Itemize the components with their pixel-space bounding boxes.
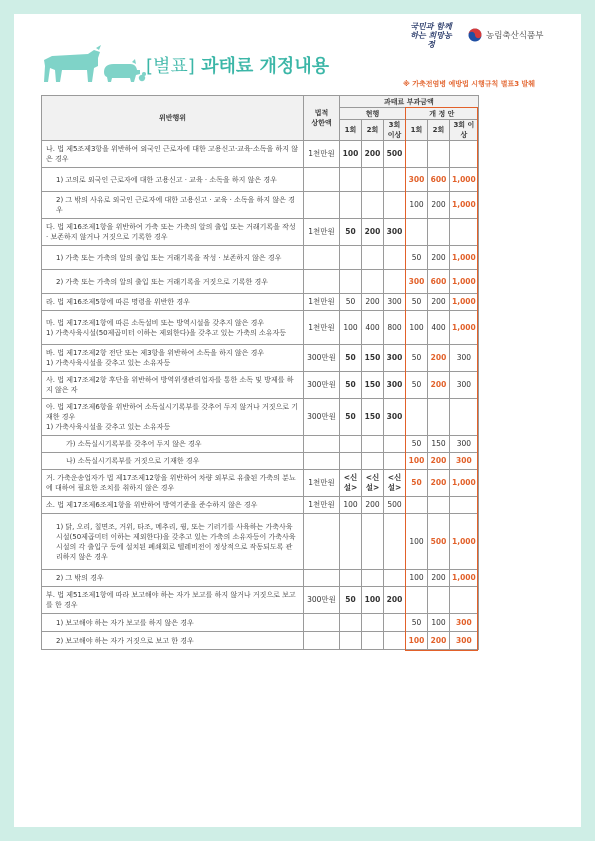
violation-cell: 바. 법 제17조제2항 전단 또는 제3항을 위반하여 소독을 하지 않은 경우 1) 가축사육시설을 갖추고 있는 소유자등 — [42, 345, 304, 372]
table-row — [42, 514, 479, 570]
proposed-fine-cell — [428, 399, 450, 436]
proposed-fine-cell — [450, 141, 479, 168]
proposed-fine-cell: 100 — [406, 514, 428, 570]
table-row — [42, 141, 479, 168]
proposed-fine-cell: 400 — [428, 311, 450, 345]
proposed-fine-cell — [450, 399, 479, 436]
proposed-fine-cell: 1,000 — [450, 270, 479, 294]
table-row — [42, 436, 479, 453]
legal-max-cell — [304, 453, 340, 470]
header-current: 현행 — [340, 108, 406, 120]
violation-cell: 1) 고의로 외국인 근로자에 대한 고용신고 · 교육 · 소독을 하지 않은 경우 — [42, 168, 304, 192]
table-row — [42, 246, 479, 270]
header-proposed-1: 1회 — [406, 120, 428, 141]
table-row — [42, 570, 479, 587]
proposed-fine-cell: 200 — [428, 470, 450, 497]
proposed-fine-cell: 200 — [428, 192, 450, 219]
proposed-fine-cell: 1,000 — [450, 570, 479, 587]
legal-max-cell — [304, 570, 340, 587]
proposed-fine-cell — [428, 219, 450, 246]
header-current-3: 3회 이상 — [384, 120, 406, 141]
current-fine-cell: 100 — [340, 497, 362, 514]
table-row — [42, 497, 479, 514]
current-fine-cell — [340, 436, 362, 453]
proposed-fine-cell: 300 — [406, 168, 428, 192]
current-fine-cell: 400 — [362, 311, 384, 345]
proposed-fine-cell: 100 — [406, 311, 428, 345]
proposed-fine-cell: 200 — [428, 570, 450, 587]
current-fine-cell: 300 — [384, 372, 406, 399]
current-fine-cell — [384, 570, 406, 587]
proposed-fine-cell — [428, 497, 450, 514]
proposed-fine-cell: 50 — [406, 294, 428, 311]
title-text: 과태료 개정내용 — [201, 56, 330, 77]
current-fine-cell — [362, 453, 384, 470]
table-header — [42, 96, 479, 141]
proposed-fine-cell: 300 — [450, 372, 479, 399]
proposed-fine-cell — [428, 587, 450, 614]
table-body — [42, 141, 479, 650]
table-row — [42, 453, 479, 470]
current-fine-cell: 50 — [340, 345, 362, 372]
legal-max-cell — [304, 192, 340, 219]
proposed-fine-cell — [406, 399, 428, 436]
current-fine-cell — [362, 192, 384, 219]
proposed-fine-cell: 1,000 — [450, 294, 479, 311]
slogan-logo: 국민과 함께하는 희망농정 — [410, 22, 452, 49]
current-fine-cell — [384, 514, 406, 570]
proposed-fine-cell: 100 — [406, 570, 428, 587]
violation-cell: 소. 법 제17조제6조제1항을 위반하여 방역기준을 준수하지 않은 경우 — [42, 497, 304, 514]
current-fine-cell: <신설> — [340, 470, 362, 497]
table-row — [42, 470, 479, 497]
header-fine-amount: 과태료 부과금액 — [340, 96, 479, 108]
current-fine-cell: 50 — [340, 294, 362, 311]
legal-max-cell: 300만원 — [304, 345, 340, 372]
page-title — [146, 52, 329, 78]
proposed-fine-cell: 300 — [450, 614, 479, 632]
current-fine-cell: <신설> — [384, 470, 406, 497]
header-violation: 위반행위 — [42, 96, 304, 141]
current-fine-cell — [384, 192, 406, 219]
current-fine-cell: 50 — [340, 587, 362, 614]
taegeuk-emblem-icon — [468, 28, 482, 42]
header-legal-max — [304, 96, 340, 141]
table-row — [42, 614, 479, 632]
current-fine-cell — [384, 168, 406, 192]
header-legal-max-line2: 상한액 — [311, 119, 332, 127]
proposed-fine-cell: 600 — [428, 270, 450, 294]
proposed-fine-cell: 1,000 — [450, 168, 479, 192]
legal-max-cell — [304, 514, 340, 570]
proposed-fine-cell: 500 — [428, 514, 450, 570]
current-fine-cell: 150 — [362, 372, 384, 399]
current-fine-cell — [384, 436, 406, 453]
proposed-fine-cell: 50 — [406, 436, 428, 453]
legal-max-cell — [304, 168, 340, 192]
current-fine-cell: 800 — [384, 311, 406, 345]
violation-cell: 부. 법 제51조제1항에 따라 보고해야 하는 자가 보고를 하지 않거나 거짓으로 보고를 한 경우 — [42, 587, 304, 614]
current-fine-cell — [340, 453, 362, 470]
current-fine-cell: 150 — [362, 345, 384, 372]
proposed-fine-cell: 300 — [450, 436, 479, 453]
table-row — [42, 587, 479, 614]
document-page — [14, 14, 581, 827]
violation-cell: 2) 그 밖의 경우 — [42, 570, 304, 587]
current-fine-cell — [340, 270, 362, 294]
proposed-fine-cell: 100 — [406, 632, 428, 650]
legal-max-cell: 1천만원 — [304, 497, 340, 514]
proposed-fine-cell: 200 — [428, 453, 450, 470]
source-note: ※ 가축전염병 예방법 시행규칙 별표3 발췌 — [403, 80, 536, 88]
proposed-fine-cell: 50 — [406, 470, 428, 497]
proposed-fine-cell: 1,000 — [450, 246, 479, 270]
current-fine-cell — [340, 246, 362, 270]
violation-cell: 마. 법 제17조제1항에 따른 소독설비 또는 방역시설을 갖추지 않은 경우 1) 가축사육시설(50제곱미터 이하는 제외한다)을 갖추고 있는 가축의 소유자등 — [42, 311, 304, 345]
proposed-fine-cell: 50 — [406, 372, 428, 399]
current-fine-cell: 200 — [362, 219, 384, 246]
current-fine-cell — [362, 168, 384, 192]
current-fine-cell — [340, 514, 362, 570]
current-fine-cell — [384, 270, 406, 294]
violation-cell: 거. 가축운송업자가 법 제17조제12항을 위반하여 차량 외부로 유출된 가축의 분뇨에 대하여 필요한 조치를 취하지 않은 경우 — [42, 470, 304, 497]
current-fine-cell — [384, 246, 406, 270]
current-fine-cell: 300 — [384, 345, 406, 372]
proposed-fine-cell: 200 — [428, 294, 450, 311]
proposed-fine-cell: 1,000 — [450, 192, 479, 219]
table-row — [42, 192, 479, 219]
legal-max-cell — [304, 632, 340, 650]
current-fine-cell: 300 — [384, 399, 406, 436]
current-fine-cell — [340, 614, 362, 632]
proposed-fine-cell: 200 — [428, 345, 450, 372]
header — [14, 14, 581, 94]
violation-cell: 2) 보고해야 하는 자가 거짓으로 보고 한 경우 — [42, 632, 304, 650]
proposed-fine-cell — [428, 141, 450, 168]
current-fine-cell — [362, 632, 384, 650]
legal-max-cell: 300만원 — [304, 399, 340, 436]
violation-cell: 나. 법 제5조제3항을 위반하여 외국인 근로자에 대한 고용신고·교육·소독을 하지 않은 경우 — [42, 141, 304, 168]
current-fine-cell — [362, 246, 384, 270]
current-fine-cell: 300 — [384, 294, 406, 311]
legal-max-cell: 1천만원 — [304, 470, 340, 497]
table-row — [42, 311, 479, 345]
ministry-name: 농림축산식품부 — [486, 31, 544, 41]
table-row — [42, 345, 479, 372]
proposed-fine-cell: 1,000 — [450, 514, 479, 570]
proposed-fine-cell — [406, 219, 428, 246]
table-row — [42, 372, 479, 399]
current-fine-cell: 200 — [362, 294, 384, 311]
proposed-fine-cell: 50 — [406, 345, 428, 372]
current-fine-cell — [340, 168, 362, 192]
proposed-fine-cell: 100 — [406, 453, 428, 470]
current-fine-cell: 300 — [384, 219, 406, 246]
current-fine-cell — [384, 453, 406, 470]
current-fine-cell: 200 — [362, 141, 384, 168]
current-fine-cell: 500 — [384, 141, 406, 168]
legal-max-cell: 1천만원 — [304, 311, 340, 345]
violation-cell: 다. 법 제16조제1항을 위반하여 가축 또는 가축의 알의 출입 또는 거래기록을 작성 · 보존하지 않거나 거짓으로 기록한 경우 — [42, 219, 304, 246]
proposed-fine-cell: 300 — [450, 453, 479, 470]
proposed-fine-cell: 150 — [428, 436, 450, 453]
legal-max-cell: 300만원 — [304, 372, 340, 399]
proposed-fine-cell — [406, 587, 428, 614]
legal-max-cell — [304, 246, 340, 270]
current-fine-cell — [340, 192, 362, 219]
current-fine-cell: 100 — [340, 141, 362, 168]
current-fine-cell — [362, 514, 384, 570]
table-row — [42, 399, 479, 436]
violation-cell: 사. 법 제17조제2항 후단을 위반하여 방역위생관리업자를 통한 소독 및 방제를 하지 않은 자 — [42, 372, 304, 399]
proposed-fine-cell: 200 — [428, 246, 450, 270]
current-fine-cell: 50 — [340, 372, 362, 399]
proposed-fine-cell — [406, 141, 428, 168]
proposed-fine-cell: 50 — [406, 246, 428, 270]
proposed-fine-cell: 300 — [406, 270, 428, 294]
title-bracket: [별표] — [146, 56, 195, 77]
legal-max-cell — [304, 436, 340, 453]
legal-max-cell: 1천만원 — [304, 141, 340, 168]
violation-cell: 1) 보고해야 하는 자가 보고를 하지 않은 경우 — [42, 614, 304, 632]
proposed-fine-cell — [450, 219, 479, 246]
legal-max-cell — [304, 270, 340, 294]
livestock-illustration-icon — [38, 42, 148, 88]
legal-max-cell: 1천만원 — [304, 219, 340, 246]
proposed-fine-cell: 300 — [450, 345, 479, 372]
violation-cell: 아. 법 제17조제6항을 위반하여 소독실시기록부를 갖추어 두지 않거나 거짓으로 기재한 경우 1) 가축사육시설을 갖추고 있는 소유자등 — [42, 399, 304, 436]
fine-table — [41, 95, 479, 650]
header-proposed: 개 정 안 — [406, 108, 479, 120]
violation-cell: 2) 가축 또는 가축의 알의 출입 또는 거래기록을 거짓으로 기록한 경우 — [42, 270, 304, 294]
current-fine-cell: 50 — [340, 219, 362, 246]
current-fine-cell: 50 — [340, 399, 362, 436]
current-fine-cell: 500 — [384, 497, 406, 514]
current-fine-cell — [362, 270, 384, 294]
current-fine-cell — [384, 632, 406, 650]
proposed-fine-cell: 200 — [428, 372, 450, 399]
header-proposed-2: 2회 — [428, 120, 450, 141]
proposed-fine-cell: 600 — [428, 168, 450, 192]
current-fine-cell — [362, 436, 384, 453]
current-fine-cell — [340, 632, 362, 650]
proposed-fine-cell: 1,000 — [450, 470, 479, 497]
table-row — [42, 270, 479, 294]
header-current-1: 1회 — [340, 120, 362, 141]
proposed-fine-cell: 50 — [406, 614, 428, 632]
current-fine-cell: 200 — [384, 587, 406, 614]
header-legal-max-line1: 법적 — [314, 109, 329, 117]
header-proposed-3: 3회 이상 — [450, 120, 479, 141]
current-fine-cell — [384, 614, 406, 632]
proposed-fine-cell — [450, 497, 479, 514]
current-fine-cell: 100 — [362, 587, 384, 614]
header-current-2: 2회 — [362, 120, 384, 141]
ministry-logo — [468, 28, 543, 42]
current-fine-cell — [362, 570, 384, 587]
proposed-fine-cell: 300 — [450, 632, 479, 650]
legal-max-cell — [304, 614, 340, 632]
proposed-fine-cell: 100 — [428, 614, 450, 632]
proposed-fine-cell: 200 — [428, 632, 450, 650]
current-fine-cell — [362, 614, 384, 632]
violation-cell: 나) 소독실시기록부를 거짓으로 기재한 경우 — [42, 453, 304, 470]
proposed-fine-cell — [406, 497, 428, 514]
table-row — [42, 168, 479, 192]
current-fine-cell: 100 — [340, 311, 362, 345]
violation-cell: 가) 소독실시기록부를 갖추어 두지 않은 경우 — [42, 436, 304, 453]
current-fine-cell: 150 — [362, 399, 384, 436]
violation-cell: 1) 닭, 오리, 칠면조, 거위, 타조, 메추리, 꿩, 또는 기러기를 사육하는 가축사육시설(50제곱미터 이하는 제외한다)을 갖추고 있는 가축의 소유자등이 가축사육시설의 각 출입구 등에 설치된 폐쇄회로 텔레비전이 정상적으로 작동되도록 관리하지 않은 경우 — [42, 514, 304, 570]
current-fine-cell: 200 — [362, 497, 384, 514]
proposed-fine-cell — [450, 587, 479, 614]
table-row — [42, 632, 479, 650]
legal-max-cell: 1천만원 — [304, 294, 340, 311]
proposed-fine-cell: 100 — [406, 192, 428, 219]
current-fine-cell: <신설> — [362, 470, 384, 497]
table-row — [42, 294, 479, 311]
proposed-fine-cell: 1,000 — [450, 311, 479, 345]
fine-table-wrapper — [41, 95, 479, 650]
current-fine-cell — [340, 570, 362, 587]
table-row — [42, 219, 479, 246]
violation-cell: 라. 법 제16조제5항에 따른 명령을 위반한 경우 — [42, 294, 304, 311]
violation-cell: 2) 그 밖의 사유로 외국인 근로자에 대한 고용신고 · 교육 · 소독을 하지 않은 경우 — [42, 192, 304, 219]
violation-cell: 1) 가축 또는 가축의 알의 출입 또는 거래기록을 작성 · 보존하지 않은 경우 — [42, 246, 304, 270]
legal-max-cell: 300만원 — [304, 587, 340, 614]
